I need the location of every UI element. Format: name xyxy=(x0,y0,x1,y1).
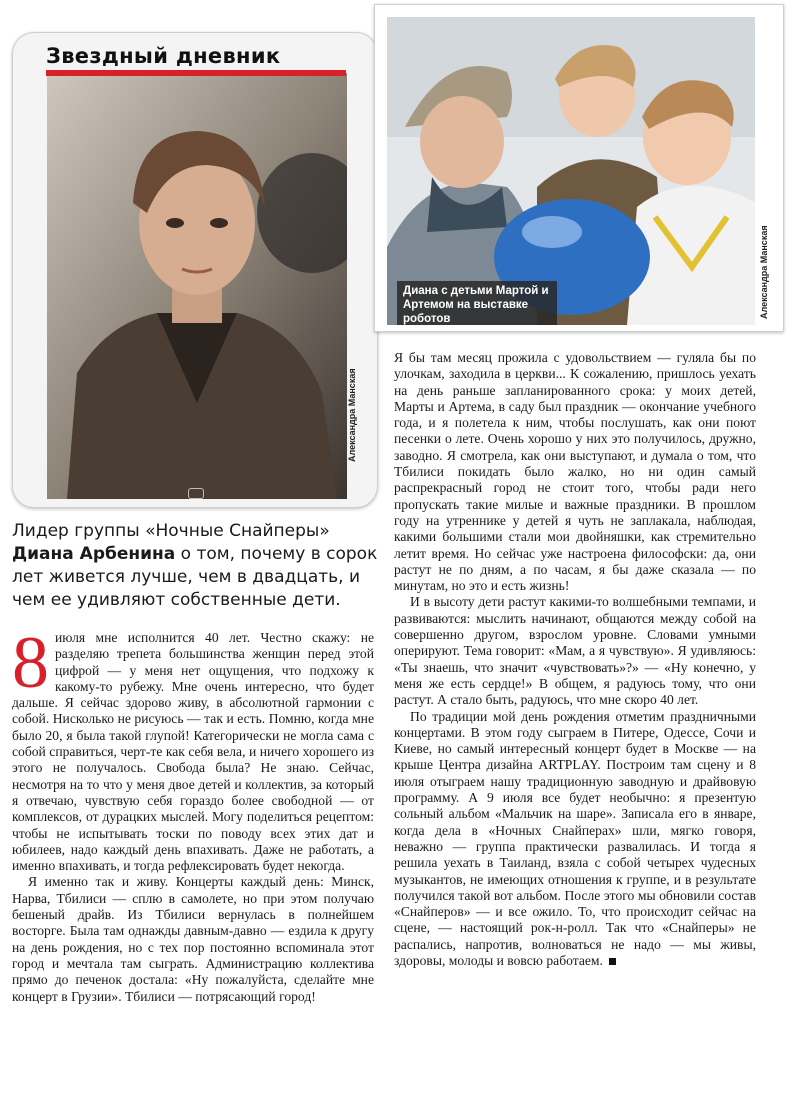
photo-credit-family: Александра Манская xyxy=(759,225,769,319)
photo-credit-portrait: Александра Манская xyxy=(347,368,357,462)
lead-text: о том, почему в сорок лет живется лучше, чем в двадцать, и чем ее удивляют собственные дети. xyxy=(12,544,378,610)
article-column-right xyxy=(394,350,756,969)
paragraph-5-text: По традиции мой день рождения отметим праздничными концертами. В этом году сыграем в Питере, Одессе, Сочи и Киеве, но самый интересный концерт будет в Москве — на крыше Центра дизайна ARTPLAY. Построим там сцену и 8 июля отыграем нашу традиционную заводную и драйвовую программу. А 9 июля все будет необычно: я презентую сольный альбом «Мальчик на шаре». Записала его в январе, когда дела в «Ночных Снайперах» шли, мягко говоря, неважно — группа практически развалилась. И тогда я решила уехать в Таиланд, взяла с собой четырех чудесных музыкантов, не имеющих отношения к группе, и в результате получился такой вот альбом. После этого мы обновили состав «Снайперов» — и все ожило. То, что происходит сейчас на сцене, — настоящий рок-н-ролл. Так что «Снайперы» не распались, напротив, волноваться не надо — мы живы, здоровы, молоды и вовсю работаем. xyxy=(394,708,756,968)
portrait-illustration xyxy=(47,73,347,499)
article-paragraph-5 xyxy=(394,709,756,970)
article-paragraph-3: Я бы там месяц прожила с удовольствием — гуляла бы по улочкам, заходила в церкви... К сожалению, пришлось уехать на день раньше запланированного срока: у моих детей, Марты и Артема, в саду был праздник — окончание учебного года, и я полетела к ним, чтобы послушать, как они поют песенки о лете. Очень хорошо у них это получилось, дружно, заводно. Я смотрела, как они выступают, и думала о том, что Тбилиси покидать было жалко, но ни один самый распрекрасный город не стоит того, чтобы ради него пропускать такие милые и важные праздники. В прошлом году на утреннике у детей я чуть не заплакала, наблюдая, какими большими стали мои двойняшки, как стремительно летит время. Но сейчас уже настроена философски: да, они растут не по дням, а по часам, я бы даже сказала — по минутам, но это и есть жизнь! xyxy=(394,350,756,594)
tablet-home-button xyxy=(188,488,204,499)
rubric-title: Звездный дневник xyxy=(46,44,281,68)
lead-person-name: Диана Арбенина xyxy=(12,544,176,564)
family-photo xyxy=(387,17,755,325)
family-illustration xyxy=(387,17,755,325)
rubric-underline xyxy=(46,70,346,76)
portrait-photo xyxy=(47,73,347,499)
paragraph-1-text: июля мне исполнится 40 лет. Честно скажу: не разделяю трепета большинства женщин перед этой цифрой — у меня нет ощущения, что подхожу к какому-то рубежу. Мне очень интересно, что будет дальше. Я сейчас здорово живу, в абсолютной гармонии с собой. Нисколько не рисуюсь — так и есть. Помню, когда мне было 20, я была такой глупой! Категорически не могла сама с собой справиться, черт-те как себя вела, и ничего хорошего из этого не получалось. Свобода была? Не знаю. Сейчас, несмотря на то что у меня двое детей и коллектив, за который я отвечаю, чувствую себя гораздо более свободной — от комплексов, от дурацких мыслей. Могу поделиться рецептом: чтобы не испытывать тоски по поводу всех этих дат и юбилеев, надо каждый день впахивать. Даже не работать, а именно впахивать, и тогда рефлексировать будет некогда. xyxy=(12,630,374,874)
article-paragraph-2: Я именно так и живу. Концерты каждый день: Минск, Нарва, Тбилиси — сплю в самолете, но при этом получаю бешеный драйв. Из Тбилиси вернулась в полнейшем восторге. Была там однажды давным-давно — ездила к другу на день рождения, но с тех пор постоянно вспоминала этот город и мечтала там сыграть. Администрацию коллектива прямо до печенок достала: «Ну пожалуйста, сделайте мне концерт в Грузии». Тбилиси — потрясающий город! xyxy=(12,874,374,1004)
article-paragraph-4: И в высоту дети растут какими-то волшебными темпами, и развиваются: мыслить начинают, общаются между собой на совершенно другом, взрослом уровне. Словами умными оперируют. Тема говорит: «Мам, а я чувствую». Я удивляюсь: «Ты знаешь, что значит «чувствовать»?» — «Ну конечно, у меня же есть сердце!» В общем, я радуюсь тому, что они растут. А стало быть, радуюсь, что мне скоро 40 лет. xyxy=(394,594,756,708)
drop-cap: 8 xyxy=(12,622,49,704)
lead-intro: Лидер группы «Ночные Снайперы» xyxy=(12,521,330,541)
portrait-tablet-frame xyxy=(12,32,378,508)
family-photo-caption: Диана с детьми Мартой и Артемом на выставке роботов xyxy=(397,281,557,325)
article-paragraph-1 xyxy=(12,622,374,874)
article-lead xyxy=(12,520,384,612)
family-photo-frame xyxy=(374,4,784,332)
article-column-left xyxy=(12,622,374,1005)
end-of-article-mark xyxy=(609,958,616,965)
